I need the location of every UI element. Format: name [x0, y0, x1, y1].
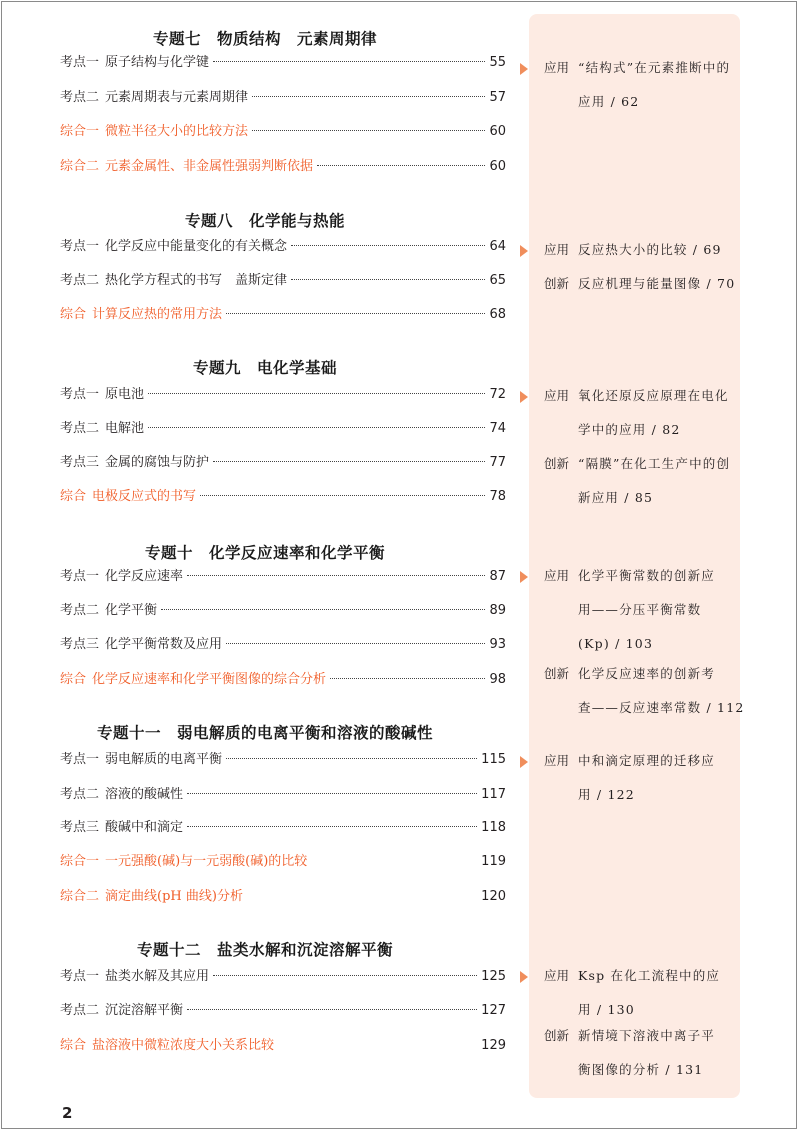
toc-entry-label: 考点一	[60, 969, 100, 984]
toc-entry-label: 综合	[60, 1038, 87, 1053]
dot-leader	[213, 975, 477, 976]
side-note-text: 衡图像的分析 / 131	[578, 1062, 704, 1077]
toc-entry-text: 电解池	[105, 421, 145, 436]
toc-entry-title	[60, 1001, 183, 1021]
dot-leader	[187, 575, 485, 576]
dot-leader	[252, 96, 485, 97]
toc-entry-page: 120	[481, 889, 506, 904]
toc-entry-text: 电极反应式的书写	[92, 489, 197, 504]
toc-entry-title	[60, 122, 248, 142]
toc-entry[interactable]	[60, 852, 506, 872]
toc-entry-page: 118	[481, 820, 506, 835]
side-note-text: 用——分压平衡常数	[578, 602, 702, 617]
toc-entry-page: 129	[481, 1038, 506, 1053]
side-note-text: “隔膜”在化工生产中的创	[578, 456, 731, 471]
toc-entry-label: 综合	[60, 307, 87, 322]
toc-entry-page: 89	[489, 603, 506, 618]
toc-entry[interactable]	[60, 88, 506, 108]
toc-entry-text: 弱电解质的电离平衡	[105, 752, 223, 767]
toc-entry[interactable]	[60, 237, 506, 257]
sidebar-panel	[529, 14, 740, 1098]
toc-entry-label: 综合一	[60, 124, 100, 139]
toc-entry-title	[60, 1036, 274, 1056]
toc-entry-label: 考点一	[60, 55, 100, 70]
side-note-text: Ksp 在化工流程中的应	[578, 968, 721, 983]
toc-entry-label: 综合二	[60, 159, 100, 174]
toc-entry-title	[60, 385, 144, 405]
side-note-text: 化学反应速率的创新考	[578, 666, 716, 681]
toc-entry-page: 60	[489, 124, 506, 139]
toc-entry-text: 盐溶液中微粒浓度大小关系比较	[92, 1038, 275, 1053]
toc-entry[interactable]	[60, 487, 506, 507]
toc-entry-label: 综合二	[60, 889, 100, 904]
section-title: 专题九 电化学基础	[192, 359, 337, 377]
side-note-text: “结构式”在元素推断中的	[578, 60, 731, 75]
side-note-text: 新情境下溶液中离子平	[578, 1028, 716, 1043]
side-note-text: 新应用 / 85	[578, 490, 654, 505]
dot-leader	[213, 461, 485, 462]
toc-entry[interactable]	[60, 967, 506, 987]
toc-entry-page: 60	[489, 159, 506, 174]
toc-entry-text: 化学平衡常数及应用	[105, 637, 223, 652]
toc-entry-page: 119	[481, 854, 506, 869]
toc-entry[interactable]	[60, 567, 506, 587]
toc-entry-label: 考点一	[60, 239, 100, 254]
toc-entry-page: 64	[489, 239, 506, 254]
toc-entry-title	[60, 567, 183, 587]
toc-entry-title	[60, 271, 287, 291]
side-note[interactable]	[520, 380, 738, 448]
toc-entry-page: 72	[489, 387, 506, 402]
toc-entry[interactable]	[60, 635, 506, 655]
toc-entry[interactable]	[60, 385, 506, 405]
toc-entry[interactable]	[60, 670, 506, 690]
dot-leader	[226, 313, 485, 314]
toc-entry-page: 68	[489, 307, 506, 322]
dot-leader	[161, 609, 485, 610]
toc-entry[interactable]	[60, 1001, 506, 1021]
toc-entry-title	[60, 818, 183, 838]
toc-entry-label: 考点二	[60, 1003, 100, 1018]
dot-leader	[330, 678, 485, 679]
toc-entry-text: 化学反应速率	[105, 569, 184, 584]
toc-entry-page: 93	[489, 637, 506, 652]
toc-entry-text: 微粒半径大小的比较方法	[105, 124, 249, 139]
toc-entry-text: 热化学方程式的书写 盖斯定律	[105, 273, 288, 288]
side-note[interactable]	[520, 448, 738, 516]
side-note-tag: 创新	[544, 666, 570, 681]
side-note-tag: 应用	[544, 242, 570, 257]
toc-entry-text: 原电池	[105, 387, 145, 402]
toc-entry-title	[60, 750, 222, 770]
toc-entry-text: 化学反应速率和化学平衡图像的综合分析	[92, 672, 327, 687]
toc-entry-title	[60, 670, 326, 690]
dot-leader	[187, 1009, 477, 1010]
toc-entry[interactable]	[60, 785, 506, 805]
side-note-tag: 应用	[544, 568, 570, 583]
toc-entry-label: 考点一	[60, 569, 100, 584]
side-note[interactable]	[520, 1020, 738, 1088]
side-note-tag: 创新	[544, 276, 570, 291]
side-note-text: 用 / 130	[578, 1002, 635, 1017]
toc-entry-page: 98	[489, 672, 506, 687]
toc-entry-title	[60, 237, 287, 257]
toc-entry-label: 考点三	[60, 820, 100, 835]
side-note-tag: 应用	[544, 968, 570, 983]
toc-entry-page: 115	[481, 752, 506, 767]
side-note-text: 化学平衡常数的创新应	[578, 568, 716, 583]
side-note-tag: 应用	[544, 388, 570, 403]
side-note[interactable]	[520, 52, 738, 120]
toc-entry-text: 盐类水解及其应用	[105, 969, 210, 984]
toc-entry-title	[60, 305, 222, 325]
toc-entry-title	[60, 487, 196, 507]
toc-entry-title	[60, 157, 313, 177]
toc-entry-title	[60, 419, 144, 439]
dot-leader	[291, 245, 485, 246]
toc-entry-label: 考点二	[60, 603, 100, 618]
toc-entry[interactable]	[60, 305, 506, 325]
dot-leader	[200, 495, 485, 496]
side-note-text: 应用 / 62	[578, 94, 640, 109]
side-note[interactable]	[520, 560, 738, 662]
side-note[interactable]	[520, 745, 738, 813]
toc-entry-page: 65	[489, 273, 506, 288]
toc-entry-page: 87	[489, 569, 506, 584]
side-note-tag: 创新	[544, 456, 570, 471]
toc-entry-page: 117	[481, 787, 506, 802]
toc-entry-page: 127	[481, 1003, 506, 1018]
toc-entry-page: 57	[489, 90, 506, 105]
toc-entry[interactable]	[60, 601, 506, 621]
toc-entry[interactable]	[60, 1036, 506, 1056]
toc-entry-label: 考点二	[60, 421, 100, 436]
toc-entry-title	[60, 53, 209, 73]
toc-entry-text: 计算反应热的常用方法	[92, 307, 223, 322]
side-note[interactable]	[520, 960, 738, 1028]
toc-entry[interactable]	[60, 419, 506, 439]
toc-entry-text: 金属的腐蚀与防护	[105, 455, 210, 470]
toc-entry-label: 综合	[60, 489, 87, 504]
side-note-tag: 应用	[544, 60, 570, 75]
side-note-text: 用 / 122	[578, 787, 635, 802]
page-number: 2	[62, 1104, 73, 1122]
toc-entry-text: 元素周期表与元素周期律	[105, 90, 249, 105]
toc-entry-label: 考点二	[60, 90, 100, 105]
dot-leader	[252, 130, 485, 131]
side-note-text: 中和滴定原理的迁移应	[578, 753, 716, 768]
toc-entry-title	[60, 635, 222, 655]
toc-entry[interactable]	[60, 271, 506, 291]
toc-entry-label: 考点一	[60, 752, 100, 767]
dot-leader	[291, 279, 485, 280]
toc-entry-text: 滴定曲线(pH 曲线)分析	[105, 889, 243, 904]
toc-entry-label: 考点二	[60, 787, 100, 802]
toc-entry[interactable]	[60, 818, 506, 838]
dot-leader	[148, 427, 485, 428]
dot-leader	[226, 758, 477, 759]
toc-entry-text: 酸碱中和滴定	[105, 820, 184, 835]
toc-entry-text: 一元强酸(碱)与一元弱酸(碱)的比较	[105, 854, 308, 869]
toc-entry-text: 原子结构与化学键	[105, 55, 210, 70]
side-note[interactable]	[520, 268, 738, 302]
toc-entry-label: 考点三	[60, 637, 100, 652]
side-note[interactable]	[520, 234, 738, 268]
dot-leader	[226, 643, 485, 644]
toc-entry-label: 综合一	[60, 854, 100, 869]
side-note-text: 查——反应速率常数 / 112	[578, 700, 745, 715]
toc-entry-page: 125	[481, 969, 506, 984]
toc-entry[interactable]	[60, 157, 506, 177]
section-title: 专题十 化学反应速率和化学平衡	[144, 544, 385, 562]
section-title: 专题七 物质结构 元素周期律	[152, 30, 377, 48]
toc-entry-page: 55	[489, 55, 506, 70]
side-note-text: 学中的应用 / 82	[578, 422, 681, 437]
section-title: 专题十一 弱电解质的电离平衡和溶液的酸碱性	[96, 724, 433, 742]
toc-entry-label: 考点三	[60, 455, 100, 470]
toc-entry-page: 78	[489, 489, 506, 504]
side-note-text: 氧化还原反应原理在电化	[578, 388, 729, 403]
toc-entry-label: 综合	[60, 672, 87, 687]
toc-entry[interactable]	[60, 53, 506, 73]
side-note[interactable]	[520, 658, 745, 726]
toc-entry-text: 沉淀溶解平衡	[105, 1003, 184, 1018]
toc-entry-text: 溶液的酸碱性	[105, 787, 184, 802]
toc-entry-title	[60, 785, 183, 805]
toc-entry[interactable]	[60, 887, 506, 907]
dot-leader	[317, 165, 485, 166]
toc-entry-page: 74	[489, 421, 506, 436]
toc-entry-title	[60, 453, 209, 473]
toc-entry-title	[60, 601, 157, 621]
toc-entry-text: 元素金属性、非金属性强弱判断依据	[105, 159, 314, 174]
toc-entry[interactable]	[60, 453, 506, 473]
dot-leader	[148, 393, 485, 394]
section-title: 专题十二 盐类水解和沉淀溶解平衡	[136, 941, 393, 959]
section-title: 专题八 化学能与热能	[184, 212, 345, 230]
toc-entry-title	[60, 967, 209, 987]
side-note-tag: 应用	[544, 753, 570, 768]
dot-leader	[213, 61, 485, 62]
toc-entry-title	[60, 88, 248, 108]
toc-entry-label: 考点二	[60, 273, 100, 288]
toc-entry-title	[60, 852, 307, 872]
side-note-tag: 创新	[544, 1028, 570, 1043]
side-note-text: 反应机理与能量图像 / 70	[578, 276, 736, 291]
toc-entry[interactable]	[60, 750, 506, 770]
toc-entry-text: 化学反应中能量变化的有关概念	[105, 239, 288, 254]
dot-leader	[187, 826, 477, 827]
toc-entry-text: 化学平衡	[105, 603, 158, 618]
side-note-text: (Kp) / 103	[578, 636, 654, 651]
side-note-text: 反应热大小的比较 / 69	[578, 242, 722, 257]
toc-entry-page: 77	[489, 455, 506, 470]
toc-entry-title	[60, 887, 243, 907]
toc-entry[interactable]	[60, 122, 506, 142]
toc-entry-label: 考点一	[60, 387, 100, 402]
dot-leader	[187, 793, 477, 794]
